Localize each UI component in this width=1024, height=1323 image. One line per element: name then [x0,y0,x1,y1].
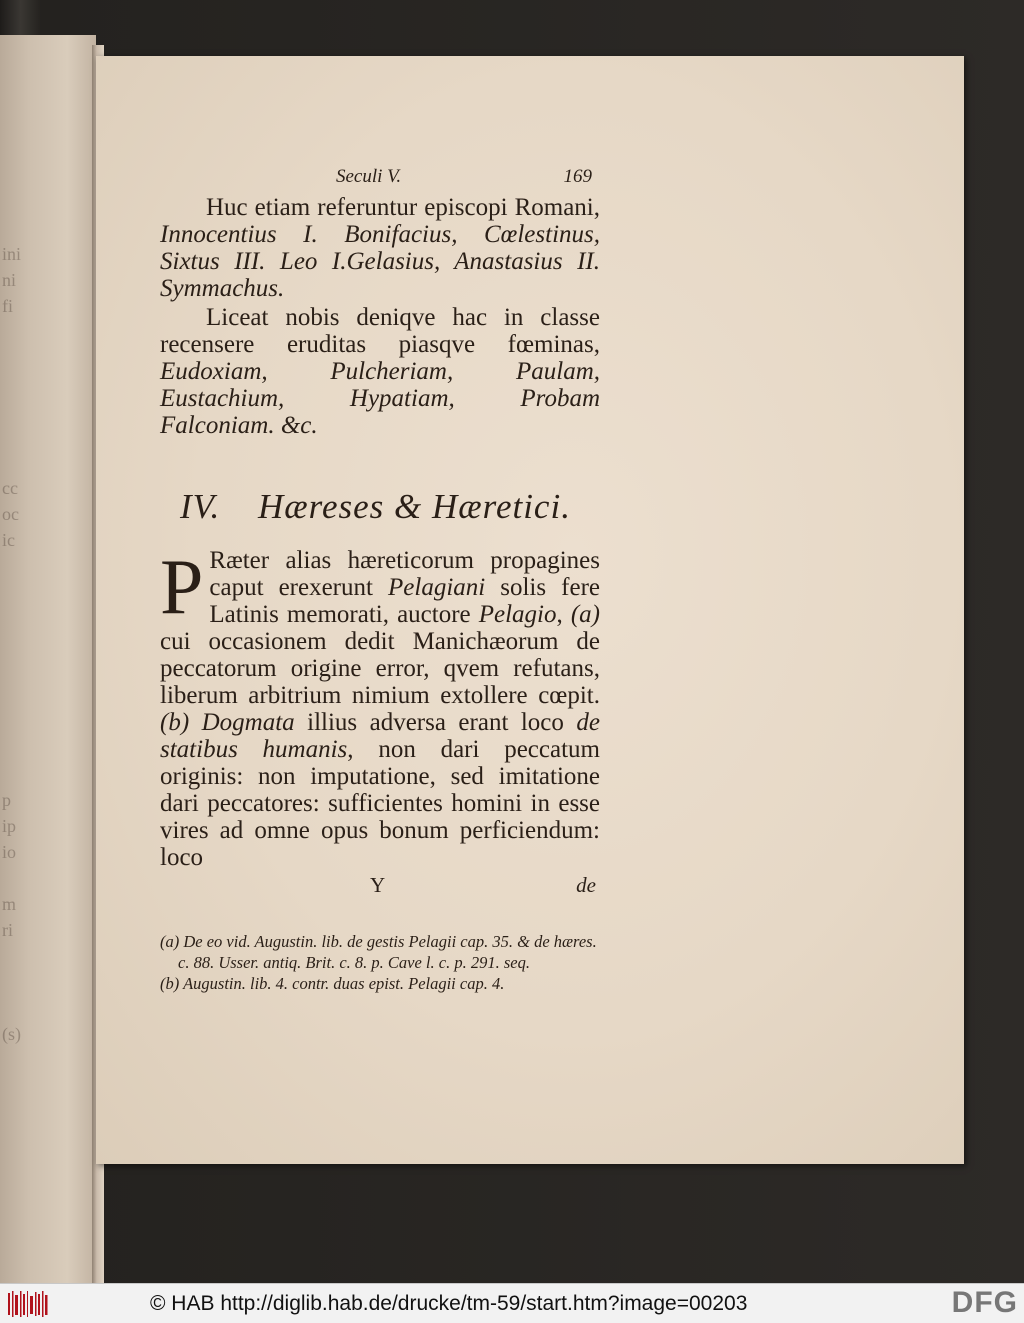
facing-page-line [2,579,92,605]
facing-page-line [2,995,92,1021]
facing-page-line: p [2,790,11,810]
facing-page-line [2,761,92,787]
book-page [96,56,964,1164]
footnote-b: (b) Augustin. lib. 4. contr. duas epist. Pelagii cap. 4. [160,974,505,993]
facing-page-line [2,683,92,709]
hab-barcode-logo-icon [8,1291,48,1317]
pelagians-segment: Pelagiani [388,574,486,601]
facing-page-line [2,423,92,449]
facing-page-line: ri [2,920,13,940]
signature-mark: Y [370,873,386,897]
pelagians-segment: illius adversa erant loco [294,709,577,736]
catchword-line [160,873,600,901]
running-head-title: Seculi V. [336,166,402,187]
facing-page-line [2,943,92,969]
facing-page-line [2,319,92,345]
footnotes [160,931,600,994]
viewer-footer [0,1283,1024,1323]
facing-page-line: (s) [2,1024,21,1044]
facing-page-line [2,735,92,761]
facing-page-line [2,969,92,995]
pelagians-segment: Pelagio [478,601,557,628]
facing-page-line: ni [2,270,17,290]
page-number: 169 [563,166,592,187]
footnote-a: (a) De eo vid. Augustin. lib. de gestis Pelagii cap. 35. & de hæres. c. 88. Usser. antiq. Brit. c. 8. p. Cave l. c. p. 291. seq. [160,932,597,972]
pelagians-segment: Ræter alias hæreticorum propagines caput erexerunt [209,547,600,601]
facing-page-line [2,553,92,579]
paragraph-women [160,304,600,439]
facing-page-line: m [2,894,17,914]
pelagians-segment: de statibus humanis [160,709,600,763]
facing-page-line [2,345,92,371]
pelagians-segment: solis fere Latinis memorati, auctore [209,574,600,628]
section-heading [180,487,600,527]
facing-page-line [2,371,92,397]
facing-page-line [2,865,92,891]
pelagians-segment: , non dari peccatum originis: non imputatione, sed imitatione dari peccatores: sufficientes homini in esse vires ad omne opus bonum perficiendum: loco [160,736,600,871]
pelagians-segment: , [556,601,571,628]
pelagians-segment: cui occasionem dedit Manichæorum de peccatorum origine error, qvem refutans, liberum arbitrium nimium extollere cœpit. [160,628,600,709]
paragraph-pelagians [160,543,601,871]
catchword: de [576,873,596,897]
facing-page-line: fi [2,296,13,316]
facing-page-line [2,215,92,241]
facing-page-left [0,35,96,1283]
paragraph-segment: Liceat nobis deniqve hac in classe recensere eruditas piasqve fœminas, [160,304,600,358]
pelagians-segment: (b) Dogmata [160,709,295,736]
facing-page-line [2,657,92,683]
copyright-url: © HAB http://diglib.hab.de/drucke/tm-59/start.htm?image=00203 [150,1292,748,1315]
paragraph-segment: Innocentius I. Bonifacius, Cœlestinus, Sixtus III. Leo I.Gelasius, Anastasius II. Symmachus. [160,221,600,302]
facing-page-line [2,709,92,735]
running-head [160,166,600,194]
facing-page-line: oc [2,504,19,524]
facing-page-line: ic [2,530,15,550]
page-text-block [160,166,600,994]
dfg-logo: DFG [951,1286,1018,1319]
facing-page-line: io [2,842,17,862]
pelagians-segment: (a) [570,601,601,628]
facing-page-line: ip [2,816,17,836]
facing-page-line [2,397,92,423]
section-number: IV. [180,487,221,526]
section-title: Hæreses & Hæretici. [258,487,571,526]
facing-page-bleed-text [2,215,92,1044]
paragraph-bishops [160,194,600,302]
facing-page-line: cc [2,478,18,498]
facing-page-line: ini [2,244,22,264]
facing-page-line [2,449,92,475]
paragraph-segment: Huc etiam referuntur episcopi Romani, [206,194,600,221]
paragraph-pelagians-text [160,543,601,871]
paragraph-segment: Eudoxiam, Pulcheriam, Paulam, Eustachium, Hypatiam, Probam Falconiam. &c. [160,358,600,439]
facing-page-line [2,631,92,657]
drop-cap: P [160,543,204,630]
facing-page-line [2,605,92,631]
